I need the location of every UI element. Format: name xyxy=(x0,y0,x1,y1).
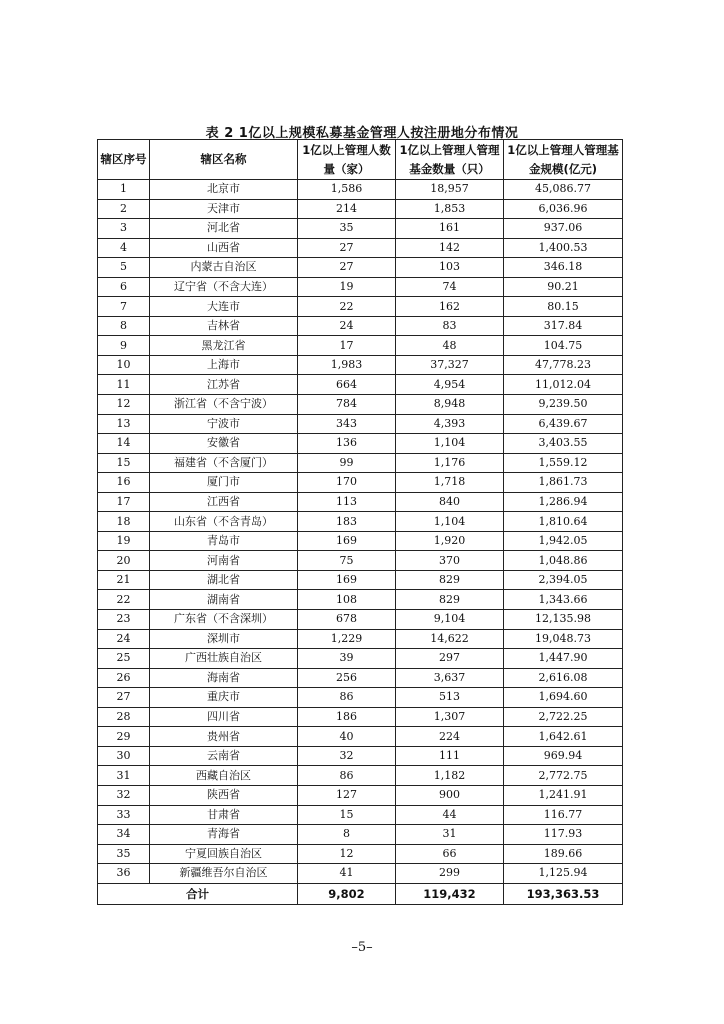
cell-managers: 678 xyxy=(298,610,396,630)
cell-funds: 4,954 xyxy=(396,375,504,395)
cell-managers: 75 xyxy=(298,551,396,571)
header-seq: 辖区序号 xyxy=(98,140,150,180)
cell-seq: 31 xyxy=(98,766,150,786)
cell-seq: 21 xyxy=(98,570,150,590)
cell-region: 江苏省 xyxy=(150,375,298,395)
cell-managers: 108 xyxy=(298,590,396,610)
cell-scale: 1,447.90 xyxy=(504,649,623,669)
cell-region: 福建省（不含厦门） xyxy=(150,453,298,473)
table-row xyxy=(98,746,623,766)
cell-seq: 15 xyxy=(98,453,150,473)
cell-funds: 37,327 xyxy=(396,355,504,375)
table-row xyxy=(98,590,623,610)
cell-scale: 1,400.53 xyxy=(504,238,623,258)
cell-funds: 299 xyxy=(396,864,504,884)
cell-region: 西藏自治区 xyxy=(150,766,298,786)
cell-seq: 22 xyxy=(98,590,150,610)
cell-scale: 969.94 xyxy=(504,746,623,766)
cell-scale: 116.77 xyxy=(504,805,623,825)
cell-seq: 6 xyxy=(98,277,150,297)
cell-scale: 1,694.60 xyxy=(504,688,623,708)
cell-funds: 3,637 xyxy=(396,668,504,688)
cell-scale: 47,778.23 xyxy=(504,355,623,375)
cell-managers: 183 xyxy=(298,512,396,532)
cell-scale: 12,135.98 xyxy=(504,610,623,630)
cell-funds: 1,176 xyxy=(396,453,504,473)
cell-scale: 2,772.75 xyxy=(504,766,623,786)
cell-seq: 5 xyxy=(98,258,150,278)
cell-region: 河北省 xyxy=(150,219,298,239)
cell-managers: 343 xyxy=(298,414,396,434)
cell-managers: 214 xyxy=(298,199,396,219)
table-row xyxy=(98,219,623,239)
cell-managers: 127 xyxy=(298,785,396,805)
cell-region: 天津市 xyxy=(150,199,298,219)
cell-seq: 8 xyxy=(98,316,150,336)
cell-funds: 840 xyxy=(396,492,504,512)
cell-seq: 25 xyxy=(98,649,150,669)
table-caption: 表 2 1亿以上规模私募基金管理人按注册地分布情况 xyxy=(205,126,519,141)
cell-managers: 19 xyxy=(298,277,396,297)
cell-region: 四川省 xyxy=(150,707,298,727)
cell-funds: 103 xyxy=(396,258,504,278)
cell-funds: 9,104 xyxy=(396,610,504,630)
cell-seq: 32 xyxy=(98,785,150,805)
cell-region: 山东省（不含青岛） xyxy=(150,512,298,532)
cell-region: 新疆维吾尔自治区 xyxy=(150,864,298,884)
cell-scale: 104.75 xyxy=(504,336,623,356)
cell-seq: 13 xyxy=(98,414,150,434)
cell-seq: 29 xyxy=(98,727,150,747)
cell-scale: 2,616.08 xyxy=(504,668,623,688)
cell-funds: 111 xyxy=(396,746,504,766)
cell-scale: 6,036.96 xyxy=(504,199,623,219)
table-row xyxy=(98,355,623,375)
cell-region: 青岛市 xyxy=(150,531,298,551)
cell-region: 深圳市 xyxy=(150,629,298,649)
cell-funds: 829 xyxy=(396,570,504,590)
table-row xyxy=(98,766,623,786)
table-footer xyxy=(98,883,623,904)
cell-funds: 162 xyxy=(396,297,504,317)
cell-managers: 39 xyxy=(298,649,396,669)
table-row xyxy=(98,180,623,200)
cell-seq: 33 xyxy=(98,805,150,825)
cell-seq: 16 xyxy=(98,473,150,493)
cell-seq: 3 xyxy=(98,219,150,239)
table-row xyxy=(98,825,623,845)
cell-region: 吉林省 xyxy=(150,316,298,336)
cell-funds: 829 xyxy=(396,590,504,610)
header-managers: 1亿以上管理人数量（家） xyxy=(298,140,396,180)
cell-region: 内蒙古自治区 xyxy=(150,258,298,278)
cell-seq: 20 xyxy=(98,551,150,571)
cell-region: 海南省 xyxy=(150,668,298,688)
table-row xyxy=(98,473,623,493)
cell-managers: 86 xyxy=(298,766,396,786)
table-row xyxy=(98,688,623,708)
cell-region: 云南省 xyxy=(150,746,298,766)
cell-funds: 370 xyxy=(396,551,504,571)
cell-funds: 142 xyxy=(396,238,504,258)
cell-seq: 30 xyxy=(98,746,150,766)
table-row xyxy=(98,629,623,649)
table-header xyxy=(98,140,623,180)
cell-managers: 40 xyxy=(298,727,396,747)
cell-scale: 11,012.04 xyxy=(504,375,623,395)
cell-funds: 161 xyxy=(396,219,504,239)
table-row xyxy=(98,316,623,336)
cell-managers: 169 xyxy=(298,570,396,590)
cell-managers: 170 xyxy=(298,473,396,493)
cell-funds: 66 xyxy=(396,844,504,864)
cell-funds: 900 xyxy=(396,785,504,805)
cell-scale: 117.93 xyxy=(504,825,623,845)
table-row xyxy=(98,805,623,825)
table-row xyxy=(98,649,623,669)
cell-funds: 48 xyxy=(396,336,504,356)
cell-scale: 9,239.50 xyxy=(504,395,623,415)
cell-managers: 12 xyxy=(298,844,396,864)
cell-seq: 9 xyxy=(98,336,150,356)
cell-seq: 26 xyxy=(98,668,150,688)
cell-scale: 1,942.05 xyxy=(504,531,623,551)
cell-scale: 1,125.94 xyxy=(504,864,623,884)
table-row xyxy=(98,531,623,551)
cell-funds: 1,182 xyxy=(396,766,504,786)
cell-funds: 83 xyxy=(396,316,504,336)
cell-managers: 169 xyxy=(298,531,396,551)
cell-scale: 1,861.73 xyxy=(504,473,623,493)
cell-scale: 1,642.61 xyxy=(504,727,623,747)
cell-region: 大连市 xyxy=(150,297,298,317)
table-row xyxy=(98,238,623,258)
cell-managers: 27 xyxy=(298,238,396,258)
cell-seq: 11 xyxy=(98,375,150,395)
table-row xyxy=(98,453,623,473)
cell-seq: 19 xyxy=(98,531,150,551)
registration-distribution-table xyxy=(97,139,623,905)
cell-managers: 664 xyxy=(298,375,396,395)
cell-seq: 7 xyxy=(98,297,150,317)
cell-seq: 24 xyxy=(98,629,150,649)
table-row xyxy=(98,707,623,727)
cell-scale: 317.84 xyxy=(504,316,623,336)
cell-seq: 1 xyxy=(98,180,150,200)
cell-seq: 12 xyxy=(98,395,150,415)
cell-seq: 10 xyxy=(98,355,150,375)
cell-seq: 28 xyxy=(98,707,150,727)
cell-funds: 18,957 xyxy=(396,180,504,200)
table-row xyxy=(98,375,623,395)
cell-scale: 3,403.55 xyxy=(504,434,623,454)
cell-scale: 19,048.73 xyxy=(504,629,623,649)
cell-managers: 1,229 xyxy=(298,629,396,649)
cell-region: 广西壮族自治区 xyxy=(150,649,298,669)
table-row xyxy=(98,297,623,317)
cell-region: 辽宁省（不含大连） xyxy=(150,277,298,297)
cell-funds: 8,948 xyxy=(396,395,504,415)
cell-funds: 297 xyxy=(396,649,504,669)
cell-region: 湖北省 xyxy=(150,570,298,590)
cell-seq: 4 xyxy=(98,238,150,258)
table-row xyxy=(98,336,623,356)
table-row xyxy=(98,727,623,747)
cell-scale: 937.06 xyxy=(504,219,623,239)
cell-managers: 8 xyxy=(298,825,396,845)
cell-region: 上海市 xyxy=(150,355,298,375)
cell-funds: 1,104 xyxy=(396,512,504,532)
table-row xyxy=(98,570,623,590)
header-region: 辖区名称 xyxy=(150,140,298,180)
cell-managers: 86 xyxy=(298,688,396,708)
total-scale: 193,363.53 xyxy=(504,883,623,904)
cell-managers: 17 xyxy=(298,336,396,356)
table-row xyxy=(98,551,623,571)
cell-seq: 23 xyxy=(98,610,150,630)
cell-managers: 32 xyxy=(298,746,396,766)
table-row xyxy=(98,610,623,630)
cell-seq: 14 xyxy=(98,434,150,454)
table-row xyxy=(98,199,623,219)
cell-funds: 14,622 xyxy=(396,629,504,649)
cell-managers: 35 xyxy=(298,219,396,239)
cell-scale: 346.18 xyxy=(504,258,623,278)
cell-funds: 31 xyxy=(396,825,504,845)
cell-seq: 36 xyxy=(98,864,150,884)
header-scale: 1亿以上管理人管理基金规模(亿元) xyxy=(504,140,623,180)
table-row xyxy=(98,492,623,512)
cell-region: 青海省 xyxy=(150,825,298,845)
cell-scale: 45,086.77 xyxy=(504,180,623,200)
cell-seq: 27 xyxy=(98,688,150,708)
cell-funds: 4,393 xyxy=(396,414,504,434)
cell-seq: 35 xyxy=(98,844,150,864)
cell-region: 广东省（不含深圳） xyxy=(150,610,298,630)
cell-funds: 513 xyxy=(396,688,504,708)
cell-scale: 1,343.66 xyxy=(504,590,623,610)
cell-funds: 224 xyxy=(396,727,504,747)
cell-seq: 34 xyxy=(98,825,150,845)
cell-seq: 17 xyxy=(98,492,150,512)
cell-managers: 1,983 xyxy=(298,355,396,375)
cell-region: 河南省 xyxy=(150,551,298,571)
table-row xyxy=(98,434,623,454)
cell-region: 山西省 xyxy=(150,238,298,258)
cell-funds: 1,853 xyxy=(396,199,504,219)
cell-funds: 1,920 xyxy=(396,531,504,551)
table-row xyxy=(98,277,623,297)
cell-scale: 1,241.91 xyxy=(504,785,623,805)
cell-funds: 74 xyxy=(396,277,504,297)
cell-managers: 24 xyxy=(298,316,396,336)
cell-region: 安徽省 xyxy=(150,434,298,454)
table-row xyxy=(98,668,623,688)
cell-region: 湖南省 xyxy=(150,590,298,610)
page-number: –5– xyxy=(351,940,373,955)
cell-managers: 15 xyxy=(298,805,396,825)
cell-seq: 18 xyxy=(98,512,150,532)
cell-managers: 22 xyxy=(298,297,396,317)
cell-managers: 136 xyxy=(298,434,396,454)
cell-region: 陕西省 xyxy=(150,785,298,805)
table-row xyxy=(98,258,623,278)
cell-managers: 256 xyxy=(298,668,396,688)
cell-scale: 1,559.12 xyxy=(504,453,623,473)
cell-region: 黑龙江省 xyxy=(150,336,298,356)
table-row xyxy=(98,844,623,864)
cell-region: 宁波市 xyxy=(150,414,298,434)
cell-scale: 90.21 xyxy=(504,277,623,297)
cell-region: 重庆市 xyxy=(150,688,298,708)
header-funds: 1亿以上管理人管理基金数量（只） xyxy=(396,140,504,180)
cell-funds: 1,718 xyxy=(396,473,504,493)
total-row xyxy=(98,883,623,904)
cell-region: 浙江省（不含宁波） xyxy=(150,395,298,415)
table-row xyxy=(98,864,623,884)
table-row xyxy=(98,414,623,434)
cell-scale: 189.66 xyxy=(504,844,623,864)
cell-funds: 1,307 xyxy=(396,707,504,727)
cell-scale: 6,439.67 xyxy=(504,414,623,434)
cell-scale: 80.15 xyxy=(504,297,623,317)
total-managers: 9,802 xyxy=(298,883,396,904)
cell-scale: 2,394.05 xyxy=(504,570,623,590)
cell-managers: 784 xyxy=(298,395,396,415)
total-label: 合计 xyxy=(98,883,298,904)
cell-scale: 2,722.25 xyxy=(504,707,623,727)
cell-funds: 1,104 xyxy=(396,434,504,454)
cell-seq: 2 xyxy=(98,199,150,219)
cell-region: 江西省 xyxy=(150,492,298,512)
cell-managers: 41 xyxy=(298,864,396,884)
cell-funds: 44 xyxy=(396,805,504,825)
cell-managers: 113 xyxy=(298,492,396,512)
cell-managers: 1,586 xyxy=(298,180,396,200)
cell-region: 宁夏回族自治区 xyxy=(150,844,298,864)
cell-managers: 99 xyxy=(298,453,396,473)
cell-scale: 1,286.94 xyxy=(504,492,623,512)
table-row xyxy=(98,395,623,415)
cell-managers: 27 xyxy=(298,258,396,278)
cell-scale: 1,810.64 xyxy=(504,512,623,532)
cell-region: 甘肃省 xyxy=(150,805,298,825)
table-row xyxy=(98,785,623,805)
table-row xyxy=(98,512,623,532)
cell-region: 贵州省 xyxy=(150,727,298,747)
cell-region: 厦门市 xyxy=(150,473,298,493)
cell-region: 北京市 xyxy=(150,180,298,200)
cell-managers: 186 xyxy=(298,707,396,727)
total-funds: 119,432 xyxy=(396,883,504,904)
cell-scale: 1,048.86 xyxy=(504,551,623,571)
table-body xyxy=(98,180,623,884)
